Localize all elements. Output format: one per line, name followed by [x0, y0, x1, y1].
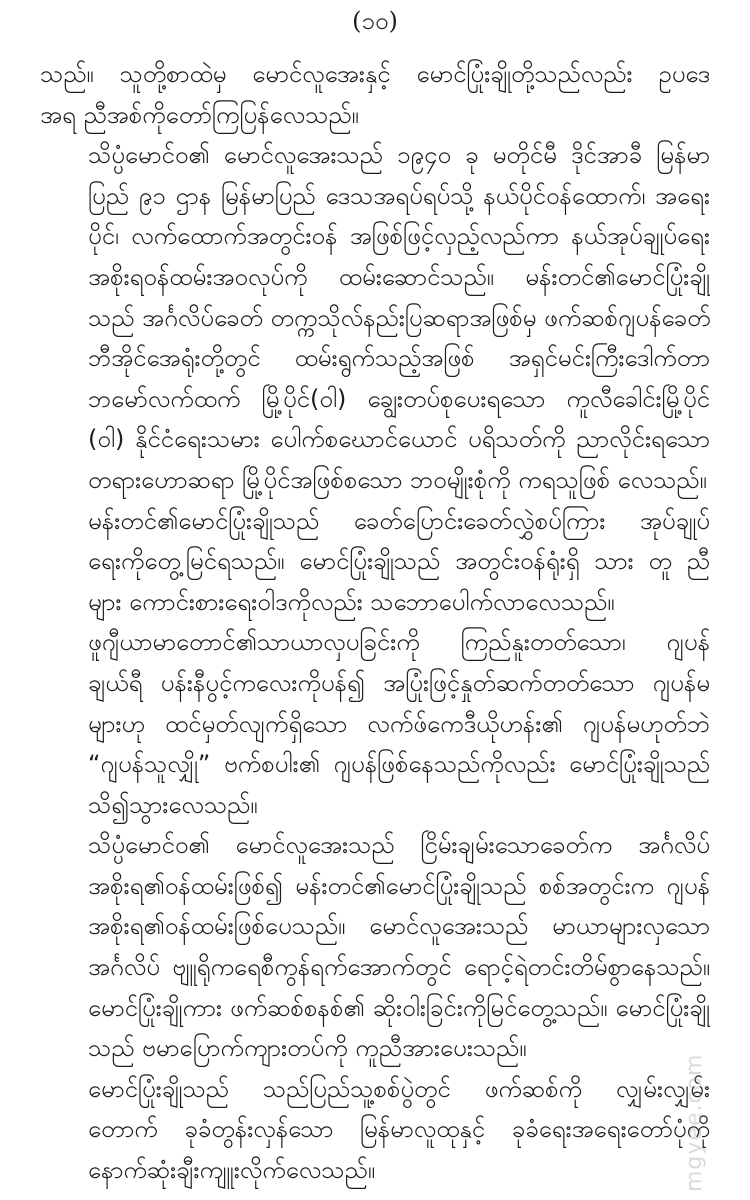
text-line: သိ၍သွားလေသည်။	[88, 790, 258, 819]
text-line: သိပ္ပံမောင်ဝ၏ မောင်လူအေးသည် ငြိမ်းချမ်းသောခေတ်က အင်္ဂလိပ်	[88, 831, 710, 860]
text-line: ဖူဂျီယာမာတောင်၏သာယာလှပခြင်းကို ကြည်နူးတတ်သော၊ ဂျပန်	[88, 628, 710, 657]
paragraph	[40, 135, 710, 500]
text-line: များ ကောင်းစားရေးဝါဒကိုလည်း သဘောပေါက်လာလေသည်။	[88, 587, 615, 616]
text-line: အင်္ဂလိပ် ဗျူရိုကရေစီကွန်ရက်အောက်တွင် ရောင့်ရဲတင်းတိမ်စွာနေသည်။	[88, 953, 710, 982]
body-text	[40, 54, 710, 1191]
watermark: mgyee.com	[682, 1053, 707, 1192]
text-line: တရားဟောဆရာ မြို့ပိုင်အဖြစ်စသော ဘဝမျိုးစုံကို ကရသူဖြစ် လေသည်။	[88, 465, 707, 494]
text-line: နောက်ဆုံးချီးကျူးလိုက်လေသည်။	[88, 1156, 375, 1185]
page-number: (၁၀)	[352, 7, 398, 35]
text-line: မောင်ပြုံးချိုကား ဖက်ဆစ်စနစ်၏ ဆိုးဝါးခြင်းကိုမြင်တွေ့သည်။ မောင်ပြုံးချို	[88, 993, 710, 1022]
text-line: သည် အင်္ဂလိပ်ခေတ် တက္ကသိုလ်နည်းပြဆရာအဖြစ်မှ ဖက်ဆစ်ဂျပန်ခေတ်	[88, 303, 710, 332]
text-line: ချယ်ရီ ပန်းနီပွင့်ကလေးကိုပန်၍ အပြုံးဖြင့်နှုတ်ဆက်တတ်သော ဂျပန်မ	[88, 668, 710, 697]
paragraph	[40, 622, 710, 825]
text-line: ဘမော်လက်ထက် မြို့ပိုင်(ဝါ) ချွေးတပ်စုပေးရသော ကူလီခေါင်းမြို့ပိုင်	[88, 384, 710, 413]
text-line: သည်။ သူတို့စာထဲမှ မောင်လူအေးနှင့် မောင်ပြုံးချိုတို့သည်လည်း ဥပဒေ	[40, 60, 710, 88]
text-line: အစိုးရ၏ဝန်ထမ်းဖြစ်ပေသည်။ မောင်လူအေးသည် မာယာများလှသော	[88, 912, 710, 941]
text-line: သည် ဗမာပြောက်ကျားတပ်ကို ကူညီအားပေးသည်။	[88, 1034, 527, 1063]
text-line: (ဝါ) နိုင်ငံရေးသမား ပေါက်စဃောင်ယောင် ပရိသတ်ကို ညာလိုင်းရသော	[88, 425, 710, 454]
text-line: တောက် ခုခံတွန်းလှန်သော မြန်မာလူထုနှင့် ခုခံရေးအရေးတော်ပုံကို	[88, 1115, 710, 1144]
text-line: “ဂျပန်သူလျှို” ဗက်စပါး၏ ဂျပန်ဖြစ်နေသည်ကိုလည်း မောင်ပြုံးချိုသည်	[88, 750, 710, 779]
text-line: အစိုးရ၏ဝန်ထမ်းဖြစ်၍ မန်းတင်၏မောင်ပြုံးချိုသည် စစ်အတွင်းက ဂျပန်	[88, 871, 710, 900]
text-line: ရေးကိုတွေ့မြင်ရသည်။ မောင်ပြုံးချိုသည် အတွင်းဝန်ရုံးရှိ သား တူ ညီ	[88, 547, 710, 576]
text-line: ပိုင်၊ လက်ထောက်အတွင်းဝန် အဖြစ်ဖြင့်လှည့်လည်ကာ နယ်အုပ်ချုပ်ရေး	[88, 222, 710, 251]
text-line: မောင်ပြုံးချိုသည် သည်ပြည်သူ့စစ်ပွဲတွင် ဖက်ဆစ်ကို လျှမ်းလျှမ်း	[88, 1074, 710, 1103]
text-line: များဟု ထင်မှတ်လျက်ရှိသော လက်ဖ်ကေဒီယိုဟန်း၏ ဂျပန်မဟုတ်ဘဲ	[88, 709, 710, 738]
text-line: ဘီအိုင်အေရုံးတို့တွင် ထမ်းရွက်သည့်အဖြစ် အရှင်မင်းကြီးဒေါက်တာ	[88, 344, 710, 373]
paragraph	[40, 825, 710, 1069]
paragraph	[40, 1069, 710, 1191]
text-line: မန်းတင်၏မောင်ပြုံးချိုသည် ခေတ်ပြောင်းခေတ်လွှဲစပ်ကြား အုပ်ချုပ်	[88, 506, 710, 535]
paragraph	[40, 501, 710, 623]
paragraph	[40, 54, 710, 135]
text-line: အရ ညီအစ်ကိုတော်ကြပြန်လေသည်။	[40, 100, 359, 129]
text-line: သိပ္ပံမောင်ဝ၏ မောင်လူအေးသည် ၁၉၄၀ ခု မတိုင်မီ ဒိုင်အာခီ မြန်မာ	[88, 141, 710, 170]
text-line: ပြည် ၉၁ ဌာန မြန်မာပြည် ဒေသအရပ်ရပ်သို့ နယ်ပိုင်ဝန်ထောက်၊ အရေး	[88, 181, 710, 210]
text-line: အစိုးရဝန်ထမ်းအဝလုပ်ကို ထမ်းဆောင်သည်။ မန်းတင်၏မောင်ပြုံးချို	[88, 262, 710, 291]
